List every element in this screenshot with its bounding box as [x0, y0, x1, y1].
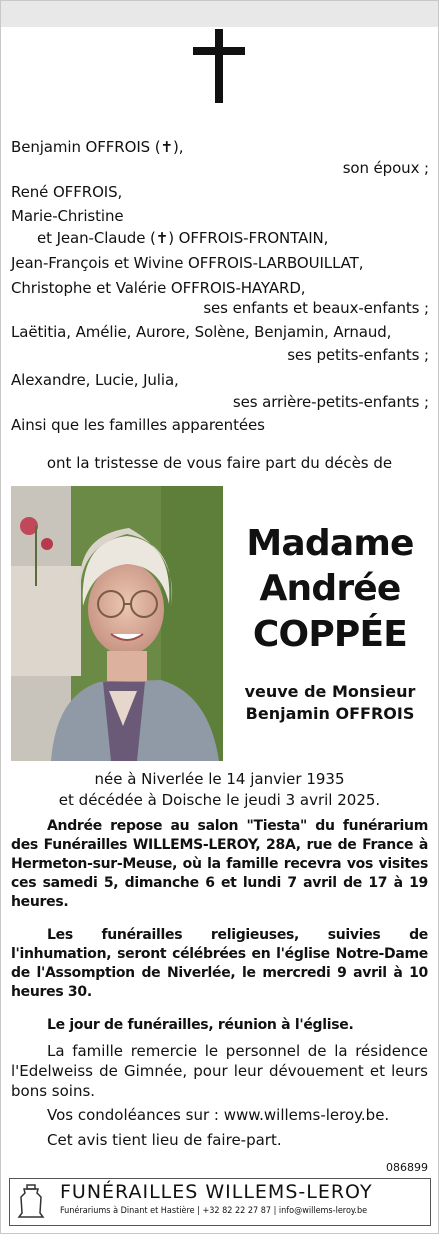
church-meeting-paragraph: Le jour de funérailles, réunion à l'église.	[47, 1017, 354, 1033]
family-line: Ainsi que les familles apparentées	[11, 416, 265, 434]
widow-line-1: veuve de Monsieur	[244, 682, 416, 701]
deceased-last-name: COPPÉE	[252, 614, 408, 655]
announcement-intro: ont la tristesse de vous faire part du décès de	[46, 454, 393, 472]
top-band	[1, 1, 438, 27]
notice-line: Cet avis tient lieu de faire-part.	[47, 1131, 282, 1149]
family-line: Benjamin OFFROIS (✝),	[11, 138, 184, 156]
family-line: ses arrière-petits-enfants ;	[232, 393, 429, 411]
family-line: Marie-Christine	[11, 207, 124, 225]
funeral-home-footer	[9, 1178, 431, 1226]
funeral-paragraph: Les funérailles religieuses, suivies de l'inhumation, seront célébrées en l'église Notre-Dame de l'Assomption de Niverlée, le mercredi 9 avril à 10 heures 30.	[11, 927, 428, 1000]
condolences-line: Vos condoléances sur : www.willems-leroy.be.	[47, 1106, 390, 1124]
funeral-home-contact: Funérariums à Dinant et Hastière | +32 82 22 27 87 | info@willems-leroy.be	[60, 1206, 368, 1216]
family-line: Christophe et Valérie OFFROIS-HAYARD,	[11, 279, 306, 297]
latin-cross-icon	[189, 29, 249, 103]
family-line: Laëtitia, Amélie, Aurore, Solène, Benjamin, Arnaud,	[11, 323, 392, 341]
portrait-photo	[11, 486, 223, 761]
family-line: son époux ;	[342, 159, 429, 177]
widow-line-2: Benjamin OFFROIS	[245, 704, 415, 723]
thanks-paragraph: La famille remercie le personnel de la résidence l'Edelweiss de Gimnée, pour leur dévouement et leurs bons soins.	[11, 1042, 428, 1100]
death-info: et décédée à Doische le jeudi 3 avril 2025.	[58, 791, 381, 809]
deceased-first-name: Andrée	[259, 568, 401, 609]
family-line: ses enfants et beaux-enfants ;	[203, 299, 429, 317]
family-line: ses petits-enfants ;	[287, 346, 429, 364]
urn-icon	[16, 1183, 46, 1221]
repose-paragraph: Andrée repose au salon "Tiesta" du funérarium des Funérailles WILLEMS-LEROY, 28A, rue de France à Hermeton-sur-Meuse, où la famille recevra vos visites ces samedi 5, dimanche 6 et lundi 7 avril de 17 à 19 heures.	[11, 818, 428, 910]
family-line: Jean-François et Wivine OFFROIS-LARBOUILLAT,	[11, 254, 364, 272]
family-line: René OFFROIS,	[11, 183, 123, 201]
family-line: Alexandre, Lucie, Julia,	[11, 371, 179, 389]
reference-number: 086899	[386, 1161, 428, 1174]
funeral-home-brand: FUNÉRAILLES WILLEMS-LEROY	[60, 1181, 373, 1203]
family-line: et Jean-Claude (✝) OFFROIS-FRONTAIN,	[37, 229, 329, 247]
birth-info: née à Niverlée le 14 janvier 1935	[94, 770, 345, 788]
deceased-title: Madame	[246, 523, 414, 564]
